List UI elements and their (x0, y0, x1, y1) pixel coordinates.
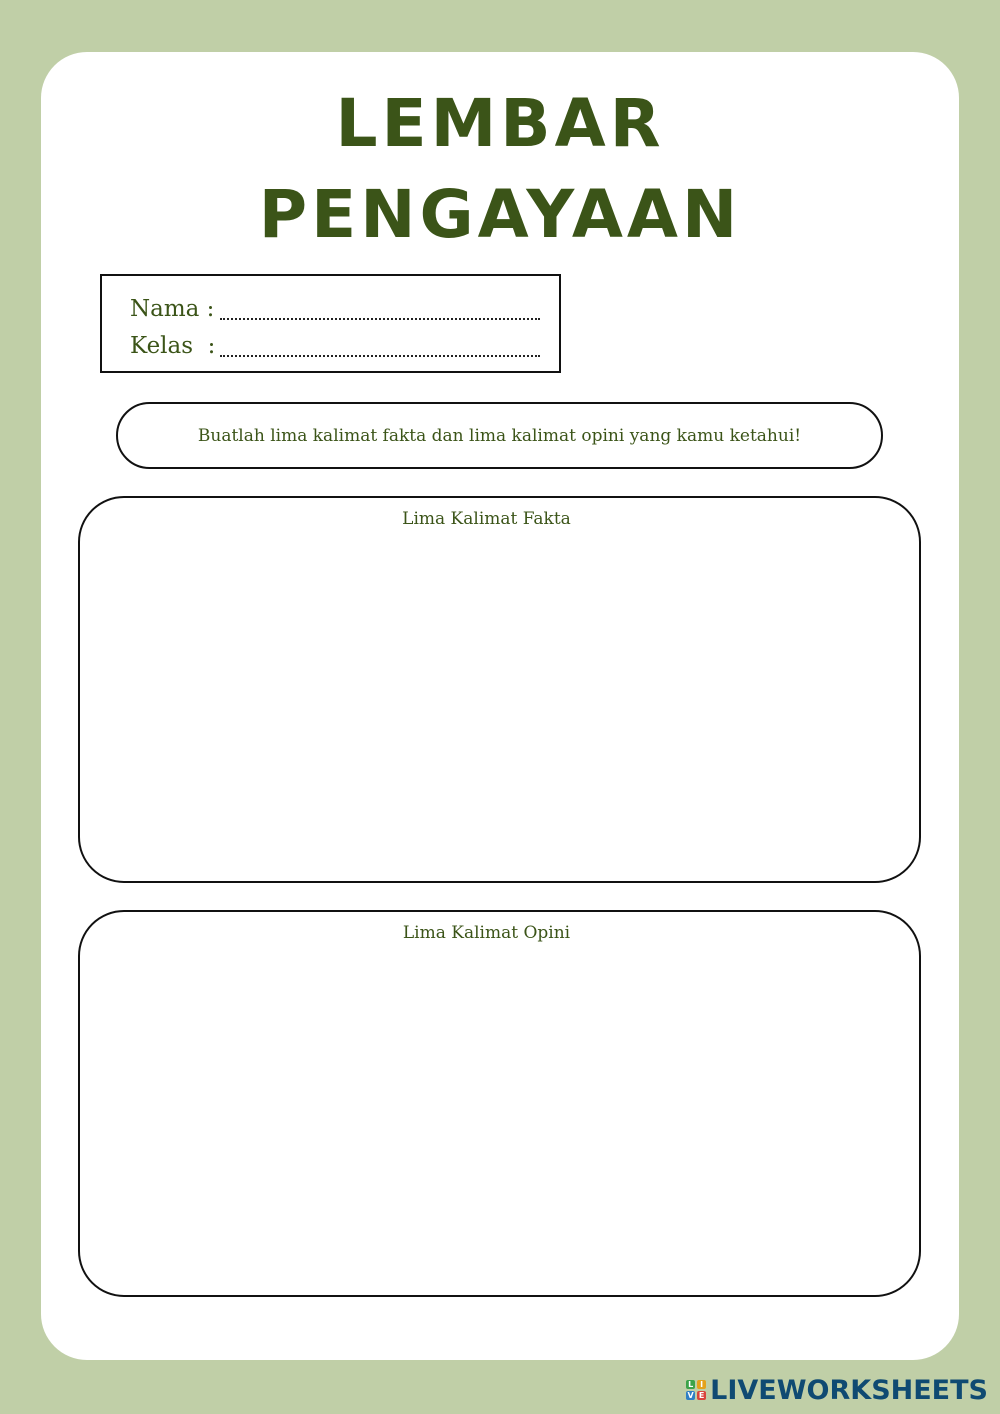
instruction-banner (116, 402, 883, 469)
student-info-box (100, 274, 561, 373)
class-label: Kelas : (130, 333, 216, 359)
name-row (130, 292, 540, 322)
class-field[interactable] (220, 351, 540, 357)
name-label: Nama : (130, 296, 215, 322)
logo-letter: L (688, 1380, 694, 1389)
class-row (130, 329, 540, 359)
facts-panel-label: Lima Kalimat Fakta (402, 509, 571, 529)
opinions-panel-label: Lima Kalimat Opini (402, 923, 571, 943)
logo-letter: I (697, 1380, 706, 1389)
logo-letter: V (687, 1391, 694, 1400)
name-field[interactable] (220, 314, 540, 320)
logo-letter: E (698, 1391, 705, 1400)
opinions-answer-box[interactable] (78, 910, 921, 1297)
title-line-1: LEMBAR (335, 85, 665, 162)
facts-answer-box[interactable] (78, 496, 921, 883)
brand-wordmark: LIVEWORKSHEETS (710, 1374, 988, 1406)
liveworksheets-logo-icon (686, 1380, 706, 1400)
title-line-2: PENGAYAAN (258, 176, 742, 253)
instruction-text: Buatlah lima kalimat fakta dan lima kalimat opini yang kamu ketahui! (197, 425, 802, 446)
liveworksheets-brand (686, 1374, 988, 1406)
